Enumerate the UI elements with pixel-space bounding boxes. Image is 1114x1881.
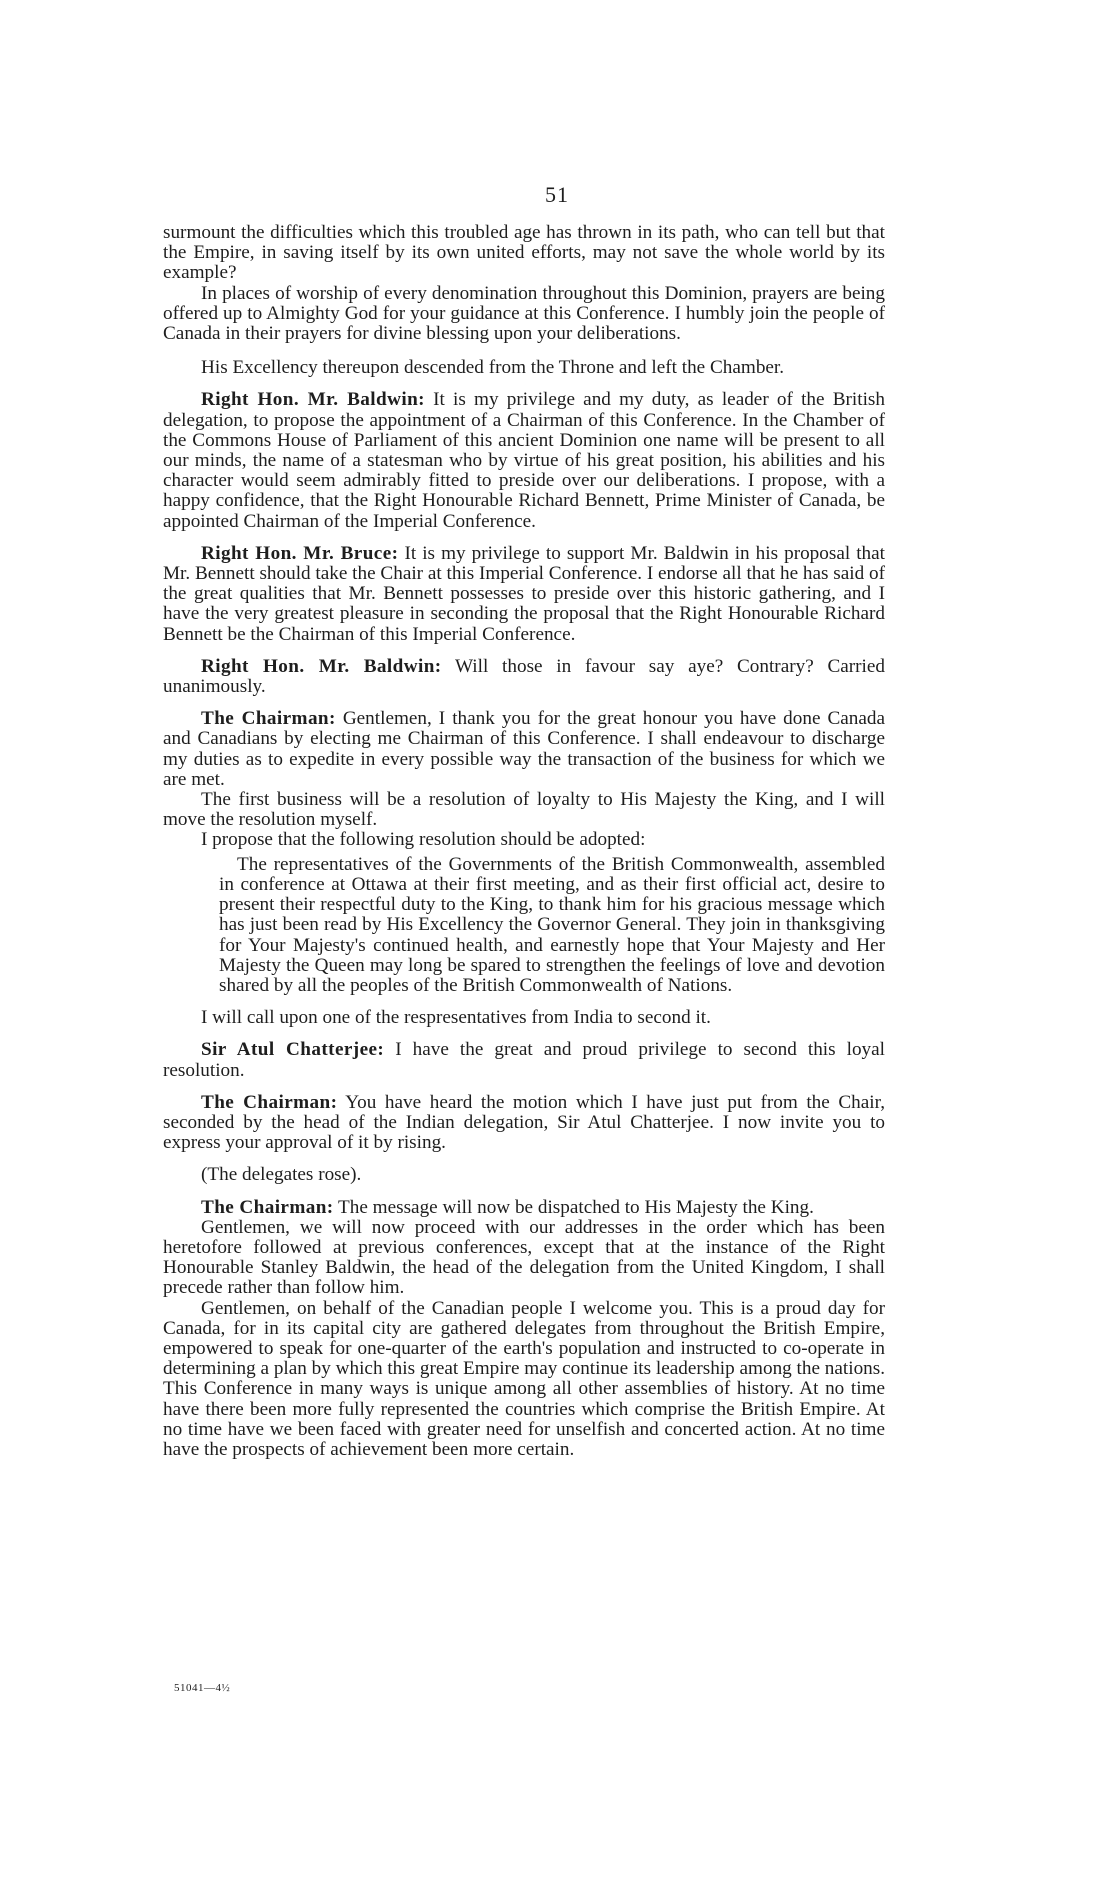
paragraph-text: I have the great and proud privilege to second this loyal resolution. — [163, 1039, 885, 1081]
speech-paragraph — [163, 1040, 885, 1080]
speaker-name: The Chairman: — [201, 1196, 334, 1218]
paragraph-text: The representatives of the Governments of the British Commonwealth, assembled in conference at Ottawa at their first meeting, and as their first official act, desire to present their respectful duty to the King, to thank him for his gracious message which has just been read by His Excellency the Governor General. They join in thanksgiving for Your Majesty's continued health, and earnestly hope that Your Majesty and Her Majesty the Queen may long be spared to strengthen the feelings of love and devotion shared by all the peoples of the British Commonwealth of Nations. — [219, 853, 885, 996]
paragraph-text: I will call upon one of the respresentatives from India to second it. — [201, 1007, 711, 1029]
speech-paragraph — [163, 709, 885, 790]
printer-mark: 51041—4½ — [174, 1682, 231, 1694]
paragraph — [163, 1299, 885, 1461]
paragraph-text: It is my privilege to support Mr. Baldwin in his proposal that Mr. Bennett should take the Chair at this Imperial Conference. I endorse all that he has said of the great qualities that Mr. Bennett possesses to preside over this historic gathering, and I have the very greatest pleasure in seconding the proposal that the Right Honourable Richard Bennett be the Chairman of this Imperial Conference. — [163, 542, 885, 645]
paragraph — [163, 1218, 885, 1299]
paragraph-text: The first business will be a resolution of loyalty to His Majesty the King, and I will move the resolution myself. — [163, 789, 885, 831]
speech-paragraph — [163, 1093, 885, 1154]
speaker-name: The Chairman: — [201, 1091, 338, 1113]
paragraph-text: The message will now be dispatched to His Majesty the King. — [338, 1196, 814, 1218]
paragraph-text: His Excellency thereupon descended from the Throne and left the Chamber. — [201, 357, 785, 379]
speech-paragraph — [163, 544, 885, 645]
speaker-name: The Chairman: — [201, 708, 336, 730]
paragraph — [163, 284, 885, 345]
paragraph-text: Gentlemen, I thank you for the great honour you have done Canada and Canadians by electing me Chairman of this Conference. I shall endeavour to discharge my duties as to expedite in every possible way the transaction of the business for which we are met. — [163, 708, 885, 790]
document-body — [163, 223, 885, 1460]
speaker-name: Right Hon. Mr. Bruce: — [201, 542, 399, 564]
paragraph — [163, 1008, 885, 1028]
paragraph — [163, 830, 885, 850]
paragraph — [163, 790, 885, 830]
paragraph — [163, 223, 885, 284]
paragraph-text: (The delegates rose). — [201, 1164, 362, 1186]
stage-direction — [163, 358, 885, 378]
speaker-name: Sir Atul Chatterjee: — [201, 1039, 385, 1061]
page-number: 51 — [545, 182, 569, 207]
paragraph-text: I propose that the following resolution should be adopted: — [201, 829, 646, 851]
paragraph-text: surmount the difficulties which this troubled age has thrown in its path, who can tell but that the Empire, in saving itself by its own united efforts, may not save the whole world by its example? — [163, 222, 885, 284]
speaker-name: Right Hon. Mr. Baldwin: — [201, 655, 442, 677]
paragraph-text: Gentlemen, on behalf of the Canadian people I welcome you. This is a proud day for Canada, for in its capital city are gathered delegates from throughout the British Empire, empowered to speak for one-quarter of the earth's population and instructed to co-operate in determining a plan by which this great Empire may continue its leadership among the nations. This Conference in many ways is unique among all other assemblies of history. At no time have there been more fully represented the countries which comprise the British Empire. At no time have we been faced with greater need for unselfish and concerted action. At no time have the prospects of achievement been more certain. — [163, 1297, 886, 1460]
speaker-name: Right Hon. Mr. Baldwin: — [201, 389, 425, 411]
paragraph-text: Gentlemen, we will now proceed with our addresses in the order which has been heretofore followed at previous conferences, except that at the instance of the Right Honourable Stanley Baldwin, the head of the delegation from the United Kingdom, I shall precede rather than follow him. — [163, 1216, 885, 1299]
quoted-resolution — [163, 855, 885, 996]
stage-direction — [163, 1165, 885, 1185]
speech-paragraph — [163, 1198, 885, 1218]
speech-paragraph — [163, 657, 885, 697]
paragraph-text: In places of worship of every denomination throughout this Dominion, prayers are being offered up to Almighty God for your guidance at this Conference. I humbly join the people of Canada in their prayers for divine blessing upon your deliberations. — [163, 282, 885, 345]
paragraph-text: It is my privilege and my duty, as leader of the British delegation, to propose the appointment of a Chairman of this Conference. In the Chamber of the Commons House of Parliament of this ancient Dominion one name will be present to all our minds, the name of a statesman who by virtue of his great position, his abilities and his character would seem admirably fitted to preside over our deliberations. I propose, with a happy confidence, that the Right Honourable Richard Bennett, Prime Minister of Canada, be appointed Chairman of the Imperial Conference. — [163, 389, 885, 532]
paragraph-text: Will those in favour say aye? Contrary? Carried unanimously. — [163, 655, 885, 698]
speech-paragraph — [163, 390, 885, 531]
paragraph-text: You have heard the motion which I have just put from the Chair, seconded by the head of the Indian delegation, Sir Atul Chatterjee. I now invite you to express your approval of it by rising. — [163, 1091, 885, 1154]
